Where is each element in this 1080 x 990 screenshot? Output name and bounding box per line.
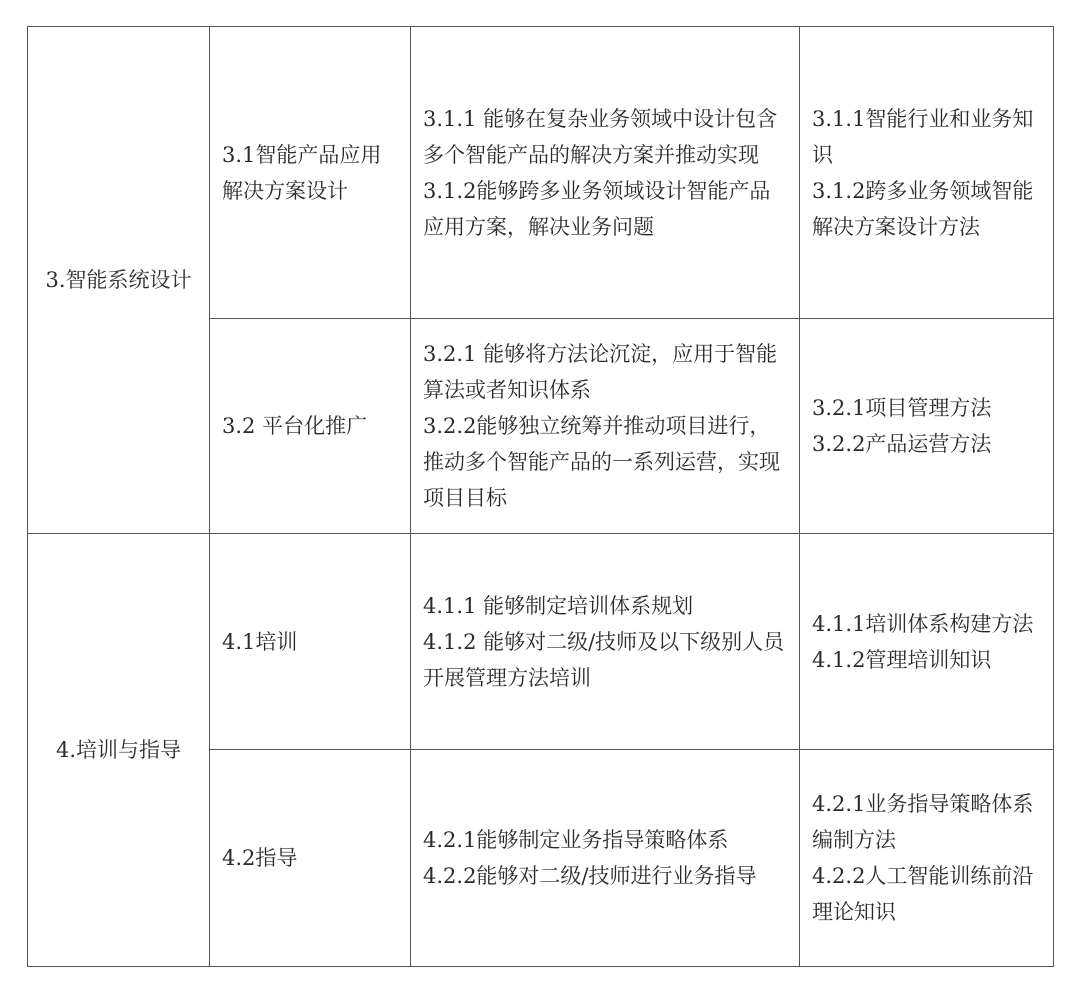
category-cell [28,27,210,534]
subitem-title-cell [210,319,411,534]
subitem-title: 4.2指导 [222,846,298,870]
category-title: 4.培训与指导 [55,738,182,762]
subitem-title: 3.1智能产品应用解决方案设计 [222,142,382,203]
table-row [28,27,1054,319]
requirement-item: 3.1.1 能够在复杂业务领域中设计包含多个智能产品的解决方案并推动实现 [423,106,778,167]
requirement-item: 3.2.1 能够将方法论沉淀，应用于智能算法或者知识体系 [423,342,778,402]
category-title: 3.智能系统设计 [45,268,192,292]
requirement-item: 4.1.1 能够制定培训体系规划 [423,593,694,618]
knowledge-item: 4.1.1培训体系构建方法 [812,611,1034,636]
knowledge-cell [800,534,1054,750]
requirement-item: 3.2.2能够独立统筹并推动项目进行，推动多个智能产品的一系列运营，实现项目目标 [423,414,780,510]
knowledge-item: 4.1.2管理培训知识 [812,647,992,672]
requirements-cell [411,534,800,750]
knowledge-cell [800,750,1054,967]
knowledge-item: 3.1.2跨多业务领域智能解决方案设计方法 [812,178,1034,239]
requirement-item: 4.2.1能够制定业务指导策略体系 [423,828,729,852]
requirements-cell [411,27,800,319]
knowledge-item: 3.1.1智能行业和业务知识 [812,106,1034,167]
requirement-item: 4.1.2 能够对二级/技师及以下级别人员开展管理方法培训 [423,629,785,690]
requirements-cell [411,319,800,534]
category-cell [28,534,210,967]
skills-standard-table [27,26,1054,967]
subitem-title-cell [210,27,411,319]
subitem-title-cell [210,750,411,967]
requirement-item: 3.1.2能够跨多业务领域设计智能产品应用方案，解决业务问题 [423,178,771,239]
table-row [28,534,1054,750]
knowledge-item: 3.2.2产品运营方法 [812,432,992,456]
subitem-title: 3.2 平台化推广 [222,414,368,438]
requirement-item: 4.2.2能够对二级/技师进行业务指导 [423,864,757,888]
knowledge-item: 4.2.1业务指导策略体系编制方法 [812,792,1034,852]
knowledge-cell [800,319,1054,534]
knowledge-item: 3.2.1项目管理方法 [812,396,992,420]
knowledge-cell [800,27,1054,319]
knowledge-item: 4.2.2人工智能训练前沿理论知识 [812,864,1034,924]
requirements-cell [411,750,800,967]
subitem-title: 4.1培训 [222,629,298,654]
subitem-title-cell [210,534,411,750]
